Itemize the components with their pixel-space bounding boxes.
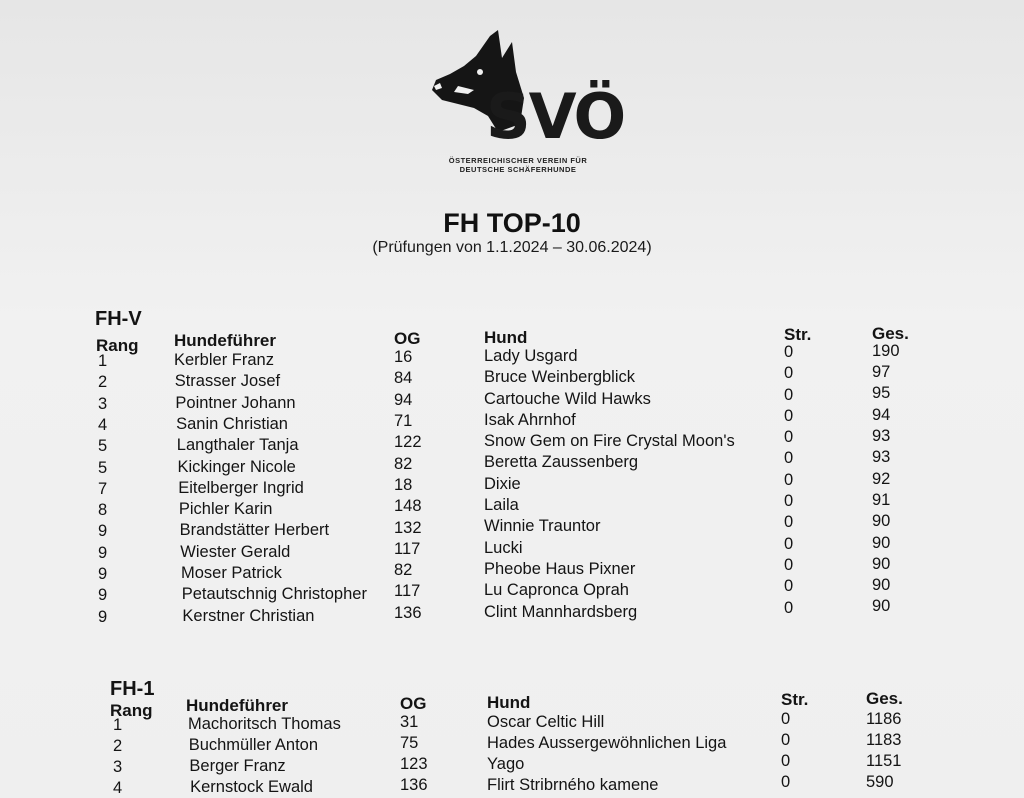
table-cell-fuehrer: Buchmüller Anton bbox=[188, 736, 319, 755]
table-cell-og: 75 bbox=[400, 734, 419, 753]
table-cell-str: 0 bbox=[781, 731, 791, 750]
table-cell-hund: Dixie bbox=[484, 474, 521, 493]
table-cell-fuehrer: Kickinger Nicole bbox=[177, 457, 296, 476]
table-cell-ges: 1151 bbox=[866, 751, 902, 770]
table-cell-rang: 2 bbox=[113, 736, 123, 755]
table-cell-fuehrer: Moser Patrick bbox=[181, 564, 282, 583]
table-cell-rang: 8 bbox=[98, 501, 108, 520]
table-cell-ges: 590 bbox=[866, 772, 894, 791]
table-cell-og: 136 bbox=[400, 776, 428, 795]
table-cell-str: 0 bbox=[784, 428, 794, 447]
column-header-rang: Rang bbox=[110, 700, 153, 720]
table-cell-og: 31 bbox=[400, 713, 419, 732]
table-cell-str: 0 bbox=[784, 534, 794, 553]
table-cell-og: 82 bbox=[394, 561, 413, 580]
table-cell-hund: Winnie Trauntor bbox=[484, 517, 601, 536]
table-cell-hund: Yago bbox=[487, 754, 525, 773]
table-cell-og: 71 bbox=[394, 412, 413, 431]
table-cell-rang: 9 bbox=[98, 522, 108, 541]
table-cell-hund: Lucki bbox=[484, 538, 523, 557]
table-cell-rang: 7 bbox=[98, 479, 108, 498]
column-header-og: OG bbox=[394, 329, 421, 349]
table-cell-str: 0 bbox=[784, 513, 794, 532]
table-cell-ges: 1186 bbox=[866, 709, 902, 728]
table-cell-fuehrer: Brandstätter Herbert bbox=[179, 521, 330, 540]
table-cell-fuehrer: Kerbler Franz bbox=[174, 351, 274, 370]
table-cell-str: 0 bbox=[784, 555, 794, 574]
table-cell-fuehrer: Strasser Josef bbox=[174, 372, 281, 391]
table-cell-hund: Clint Mannhardsberg bbox=[484, 602, 638, 621]
table-cell-hund: Lady Usgard bbox=[484, 346, 578, 365]
table-cell-ges: 91 bbox=[872, 490, 891, 509]
table-cell-str: 0 bbox=[781, 752, 791, 771]
table-cell-ges: 95 bbox=[872, 384, 891, 403]
table-cell-og: 84 bbox=[394, 369, 413, 388]
table-cell-rang: 9 bbox=[98, 565, 108, 584]
table-cell-str: 0 bbox=[781, 773, 791, 792]
table-cell-rang: 4 bbox=[113, 778, 123, 797]
table-cell-fuehrer: Sanin Christian bbox=[176, 414, 288, 433]
table-cell-fuehrer: Langthaler Tanja bbox=[176, 436, 299, 455]
table-cell-rang: 3 bbox=[113, 757, 123, 776]
table-cell-hund: Flirt Stribrného kamene bbox=[487, 775, 659, 794]
table-cell-rang: 5 bbox=[98, 458, 108, 477]
svo-logo bbox=[428, 28, 625, 178]
table-cell-ges: 93 bbox=[872, 448, 891, 467]
table-cell-hund: Cartouche Wild Hawks bbox=[484, 389, 651, 408]
table-cell-ges: 94 bbox=[872, 405, 891, 424]
table-cell-str: 0 bbox=[784, 577, 794, 596]
table-cell-rang: 9 bbox=[98, 586, 108, 605]
table-cell-fuehrer: Machoritsch Thomas bbox=[188, 715, 341, 734]
table-cell-ges: 90 bbox=[872, 597, 891, 616]
logo-subtitle-line2: DEUTSCHE SCHÄFERHUNDE bbox=[459, 165, 577, 175]
table-cell-og: 148 bbox=[394, 497, 422, 516]
section-title: FH-1 bbox=[110, 678, 155, 700]
table-cell-rang: 5 bbox=[98, 437, 108, 456]
table-cell-ges: 90 bbox=[872, 512, 891, 531]
table-cell-fuehrer: Berger Franz bbox=[189, 757, 286, 776]
column-header-hund: Hund bbox=[484, 328, 528, 348]
table-cell-str: 0 bbox=[784, 598, 794, 617]
table-cell-str: 0 bbox=[784, 364, 794, 383]
table-cell-fuehrer: Kernstock Ewald bbox=[190, 778, 313, 797]
table-cell-ges: 1183 bbox=[866, 730, 902, 749]
table-cell-rang: 9 bbox=[98, 607, 108, 626]
table-cell-rang: 4 bbox=[98, 415, 108, 434]
table-cell-og: 132 bbox=[394, 518, 422, 537]
table-cell-rang: 3 bbox=[98, 394, 108, 413]
logo-subtitle-line1: ÖSTERREICHISCHER VEREIN FÜR bbox=[448, 156, 588, 165]
column-header-rang: Rang bbox=[96, 336, 139, 356]
table-cell-og: 16 bbox=[394, 348, 413, 367]
table-cell-rang: 1 bbox=[113, 715, 123, 734]
section-title: FH-V bbox=[95, 308, 142, 330]
table-cell-fuehrer: Wiester Gerald bbox=[180, 542, 291, 561]
logo-wordmark: SVÖ bbox=[486, 80, 625, 153]
table-cell-og: 122 bbox=[394, 433, 422, 452]
page-title: FH TOP-10 bbox=[443, 208, 581, 238]
table-cell-fuehrer: Pichler Karin bbox=[178, 500, 273, 519]
table-cell-hund: Oscar Celtic Hill bbox=[487, 712, 605, 731]
table-cell-fuehrer: Kerstner Christian bbox=[182, 606, 315, 625]
column-header-ges: Ges. bbox=[866, 689, 903, 709]
table-cell-ges: 92 bbox=[872, 469, 891, 488]
table-cell-og: 94 bbox=[394, 390, 413, 409]
table-cell-str: 0 bbox=[784, 470, 794, 489]
column-header-str: Str. bbox=[781, 690, 809, 710]
table-cell-str: 0 bbox=[784, 449, 794, 468]
column-header-str: Str. bbox=[784, 325, 812, 345]
table-cell-str: 0 bbox=[784, 342, 794, 361]
table-cell-ges: 97 bbox=[872, 363, 891, 382]
table-cell-ges: 190 bbox=[872, 341, 900, 360]
logo-subtitle bbox=[438, 156, 598, 175]
table-cell-str: 0 bbox=[784, 492, 794, 511]
table-cell-ges: 90 bbox=[872, 576, 891, 595]
table-cell-hund: Beretta Zaussenberg bbox=[484, 453, 639, 472]
table-cell-og: 136 bbox=[394, 603, 422, 622]
table-cell-str: 0 bbox=[784, 406, 794, 425]
page-subtitle: (Prüfungen von 1.1.2024 – 30.06.2024) bbox=[372, 239, 652, 256]
column-header-fuehrer: Hundeführer bbox=[174, 331, 276, 351]
table-cell-rang: 9 bbox=[98, 543, 108, 562]
table-cell-hund: Isak Ahrnhof bbox=[484, 410, 576, 429]
column-header-ges: Ges. bbox=[872, 324, 909, 344]
table-cell-og: 18 bbox=[394, 475, 413, 494]
table-cell-fuehrer: Pointner Johann bbox=[175, 393, 296, 412]
column-header-fuehrer: Hundeführer bbox=[186, 696, 288, 716]
table-cell-og: 117 bbox=[394, 582, 421, 601]
table-cell-og: 117 bbox=[394, 539, 421, 558]
table-cell-og: 123 bbox=[400, 755, 428, 774]
table-cell-ges: 90 bbox=[872, 554, 891, 573]
table-cell-hund: Bruce Weinbergblick bbox=[484, 368, 636, 387]
table-cell-hund: Snow Gem on Fire Crystal Moon's bbox=[484, 432, 735, 451]
table-cell-str: 0 bbox=[781, 710, 791, 729]
table-cell-hund: Pheobe Haus Pixner bbox=[484, 559, 636, 578]
table-cell-rang: 1 bbox=[98, 352, 108, 371]
table-cell-str: 0 bbox=[784, 385, 794, 404]
table-cell-fuehrer: Eitelberger Ingrid bbox=[178, 478, 304, 497]
table-cell-hund: Lu Capronca Oprah bbox=[484, 581, 629, 600]
table-cell-hund: Laila bbox=[484, 496, 519, 515]
column-header-og: OG bbox=[400, 694, 427, 713]
column-header-hund: Hund bbox=[487, 693, 531, 713]
table-cell-hund: Hades Aussergewöhnlichen Liga bbox=[487, 733, 727, 752]
table-cell-og: 82 bbox=[394, 454, 413, 473]
table-cell-fuehrer: Petautschnig Christopher bbox=[181, 585, 367, 604]
table-cell-ges: 93 bbox=[872, 427, 891, 445]
table-cell-rang: 2 bbox=[98, 373, 108, 392]
table-cell-ges: 90 bbox=[872, 533, 891, 552]
